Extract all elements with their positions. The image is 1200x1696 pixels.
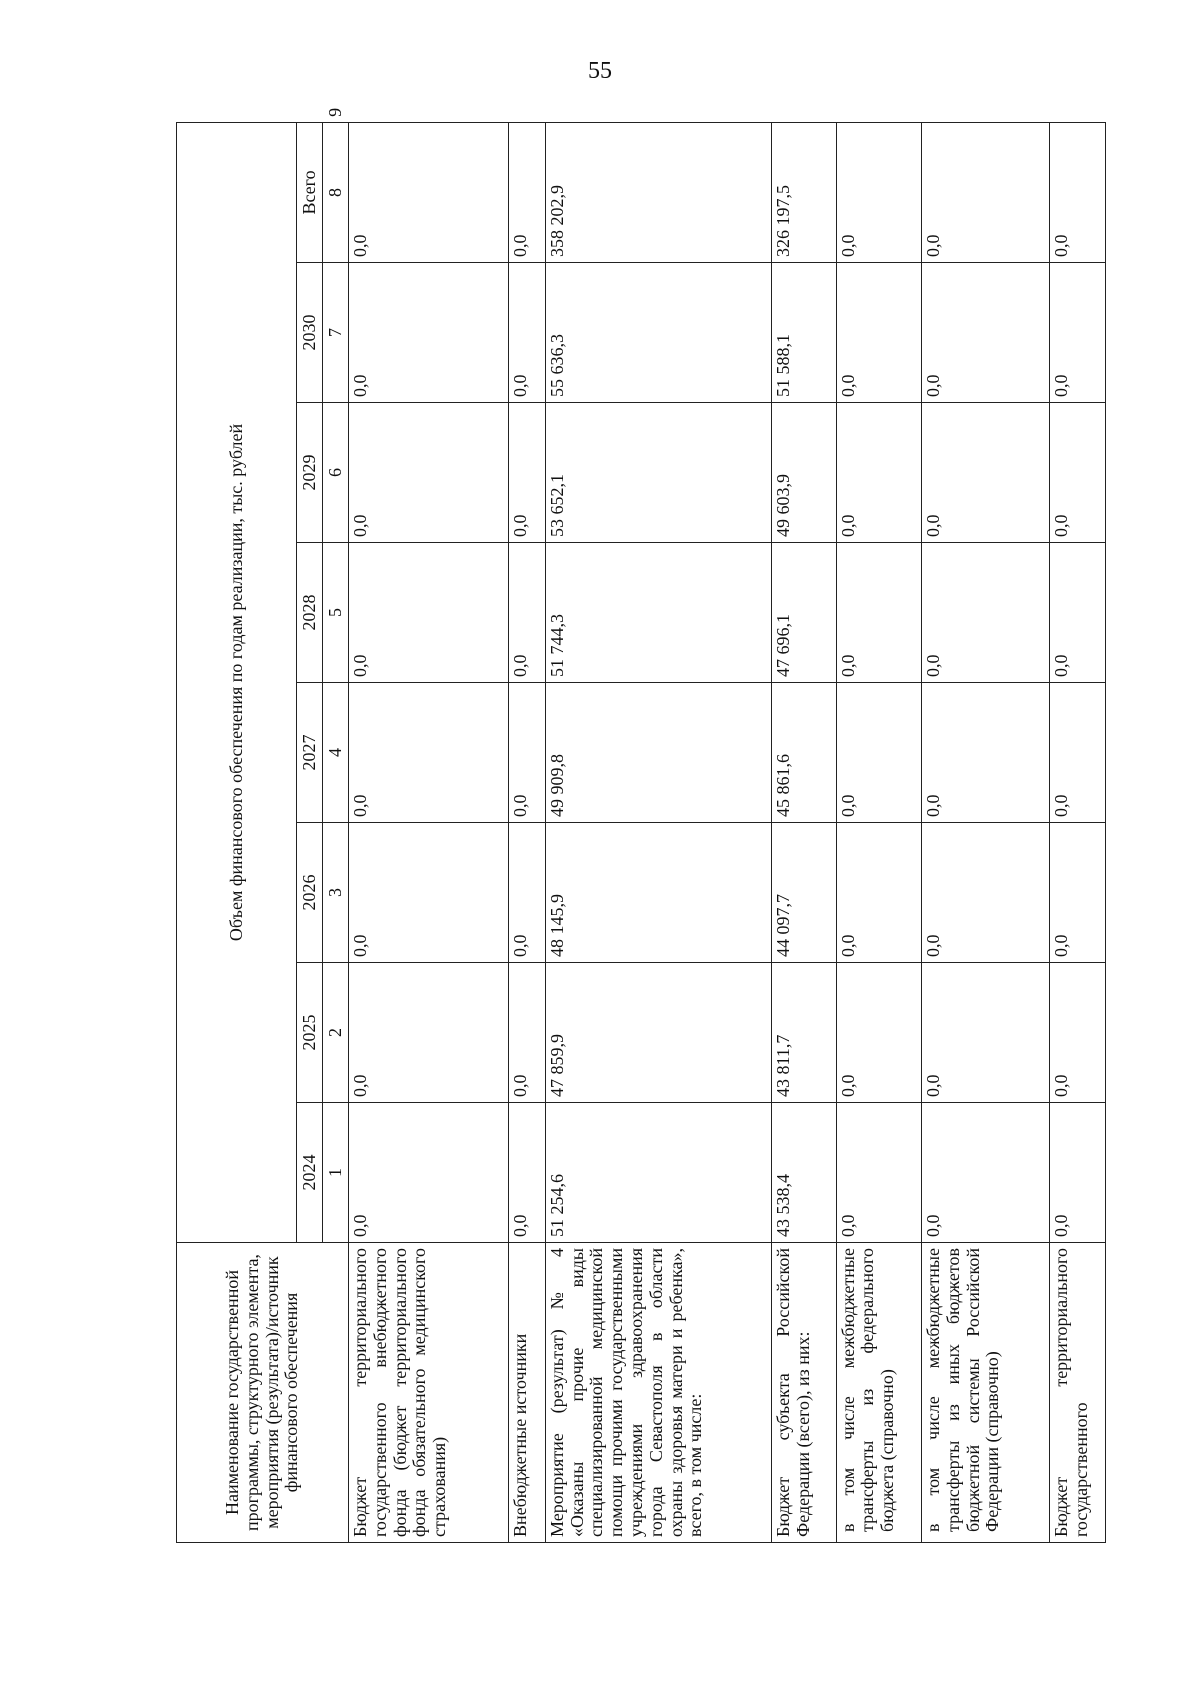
table-row — [509, 122, 545, 1542]
page-number: 55 — [588, 58, 612, 84]
cell-value: 0,0 — [922, 403, 1050, 543]
cell-value: 0,0 — [836, 543, 922, 683]
header-row — [177, 122, 297, 1542]
cell-value: 49 909,8 — [545, 683, 772, 823]
cell-value: 0,0 — [836, 683, 922, 823]
year-header: 2028 — [297, 543, 323, 683]
cell-value: 0,0 — [922, 543, 1050, 683]
finance-table-rotated — [176, 107, 1106, 1543]
cell-value: 0,0 — [509, 543, 545, 683]
cell-value: 47 696,1 — [772, 543, 836, 683]
year-header: 2027 — [297, 683, 323, 823]
cell-value: 0,0 — [836, 403, 922, 543]
year-header: 2029 — [297, 403, 323, 543]
cell-value: 0,0 — [509, 683, 545, 823]
cell-value: 0,0 — [836, 263, 922, 403]
cell-value: 0,0 — [922, 263, 1050, 403]
cell-value: 49 603,9 — [772, 403, 836, 543]
cell-value: 0,0 — [922, 1103, 1050, 1243]
cell-value: 0,0 — [349, 683, 509, 823]
cell-value: 44 097,7 — [772, 823, 836, 963]
cell-value: 0,0 — [509, 823, 545, 963]
cell-value: 45 861,6 — [772, 683, 836, 823]
cell-value: 53 652,1 — [545, 403, 772, 543]
cell-value: 0,0 — [349, 263, 509, 403]
cell-value: 0,0 — [1050, 1103, 1106, 1243]
cell-value: 51 588,1 — [772, 263, 836, 403]
cell-value: 326 197,5 — [772, 122, 836, 262]
cell-value: 51 744,3 — [545, 543, 772, 683]
cell-value: 0,0 — [1050, 963, 1106, 1103]
row-name: Бюджет территориального государственного внебюджетного фонда (бюджет территориального фонда обязательного медицинского страхования) — [349, 1243, 509, 1543]
column-number: 6 — [323, 403, 349, 543]
cell-value: 0,0 — [1050, 683, 1106, 823]
cell-value: 0,0 — [509, 263, 545, 403]
cell-value: 0,0 — [836, 1103, 922, 1243]
cell-value: 0,0 — [509, 963, 545, 1103]
cell-value: 0,0 — [349, 1103, 509, 1243]
cell-value: 0,0 — [349, 122, 509, 262]
year-header: 2024 — [297, 1103, 323, 1243]
cell-value: 0,0 — [349, 963, 509, 1103]
row-name: Бюджет субъекта Российской Федерации (всего), из них: — [772, 1243, 836, 1543]
total-header: Всего — [297, 122, 323, 262]
table-row — [772, 122, 836, 1542]
cell-value: 0,0 — [1050, 263, 1106, 403]
table-row — [836, 122, 922, 1542]
year-header: 2026 — [297, 823, 323, 963]
column-numbers-row: 1 2 3 4 5 6 7 8 9 — [323, 122, 349, 1542]
cell-value: 51 254,6 — [545, 1103, 772, 1243]
cell-value: 0,0 — [509, 403, 545, 543]
table-row — [1050, 122, 1106, 1542]
cell-value: 0,0 — [922, 963, 1050, 1103]
cell-value: 0,0 — [922, 683, 1050, 823]
column-number: 8 — [323, 122, 349, 262]
cell-value: 0,0 — [509, 122, 545, 262]
finance-table — [176, 107, 1106, 1543]
cell-value: 0,0 — [836, 823, 922, 963]
cell-value: 0,0 — [922, 823, 1050, 963]
cell-value: 43 538,4 — [772, 1103, 836, 1243]
column-number: 1 — [323, 1103, 349, 1243]
cell-value: 0,0 — [1050, 403, 1106, 543]
row-name: в том числе межбюджетные трансферты из федерального бюджета (справочно) — [836, 1243, 922, 1543]
year-header: 2030 — [297, 263, 323, 403]
cell-value: 47 859,9 — [545, 963, 772, 1103]
table-row — [922, 122, 1050, 1542]
table-row — [545, 122, 772, 1542]
cell-value: 0,0 — [349, 543, 509, 683]
header-name: Наименование государственной программы, структурного элемента, мероприятия (результата)/источник финансового обеспечения — [177, 1243, 349, 1543]
row-name: Мероприятие (результат) № 4 «Оказаны прочие виды специализированной медицинской помощи прочими государственными учреждениями здравоохранения города Севастополя в области охраны здоровья матери и ребенка», всего, в том числе: — [545, 1243, 772, 1543]
cell-value: 0,0 — [836, 963, 922, 1103]
row-name: в том числе межбюджетные трансферты из иных бюджетов бюджетной системы Российской Федерации (справочно) — [922, 1243, 1050, 1543]
column-number: 7 — [323, 263, 349, 403]
column-number: 2 — [323, 963, 349, 1103]
row-name: Внебюджетные источники — [509, 1243, 545, 1543]
column-number: 4 — [323, 683, 349, 823]
year-header: 2025 — [297, 963, 323, 1103]
cell-value: 0,0 — [1050, 543, 1106, 683]
header-volume: Объем финансового обеспечения по годам реализации, тыс. рублей — [177, 122, 297, 1242]
table-row — [349, 122, 509, 1542]
row-name: Бюджет территориального государственного — [1050, 1243, 1106, 1543]
cell-value: 0,0 — [836, 122, 922, 262]
cell-value: 0,0 — [349, 823, 509, 963]
cell-value: 0,0 — [922, 122, 1050, 262]
cell-value: 0,0 — [1050, 122, 1106, 262]
column-number: 5 — [323, 543, 349, 683]
cell-value: 0,0 — [349, 403, 509, 543]
column-number: 3 — [323, 823, 349, 963]
cell-value: 0,0 — [509, 1103, 545, 1243]
cell-value: 48 145,9 — [545, 823, 772, 963]
cell-value: 358 202,9 — [545, 122, 772, 262]
cell-value: 43 811,7 — [772, 963, 836, 1103]
cell-value: 0,0 — [1050, 823, 1106, 963]
cell-value: 55 636,3 — [545, 263, 772, 403]
